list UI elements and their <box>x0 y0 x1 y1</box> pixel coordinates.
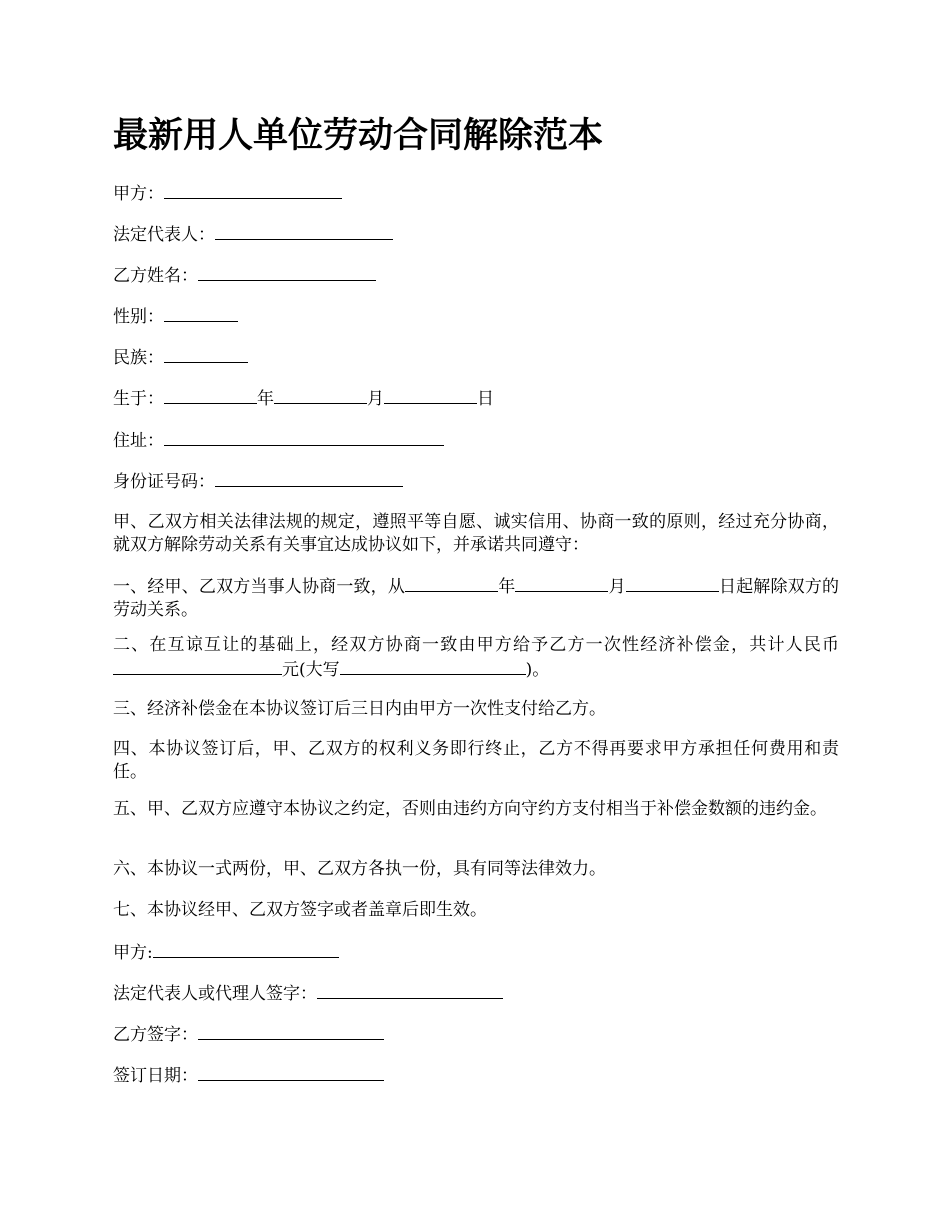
gender-label: 性别： <box>113 307 164 327</box>
gender-field <box>113 304 841 329</box>
clause-7-paragraph: 七、本协议经甲、乙双方签字或者盖章后即生效。 <box>113 900 487 920</box>
clause-5-paragraph: 五、甲、乙双方应遵守本协议之约定，否则由违约方向守约方支付相当于补偿金数额的违约金。 <box>113 799 827 819</box>
clause-6-paragraph: 六、本协议一式两份，甲、乙双方各执一份，具有同等法律效力。 <box>113 859 606 879</box>
address-field <box>113 428 841 453</box>
ethnicity-blank[interactable] <box>164 345 248 363</box>
sign-party-b-blank[interactable] <box>198 1022 384 1040</box>
clause-1-year-blank[interactable] <box>405 574 498 592</box>
day-label: 日 <box>477 389 494 409</box>
sign-legal-rep-blank[interactable] <box>317 981 503 999</box>
sign-date-label: 签订日期： <box>113 1066 198 1086</box>
sign-date-blank[interactable] <box>198 1063 384 1081</box>
party-a-label: 甲方： <box>113 184 164 204</box>
clause-3-paragraph: 三、经济补偿金在本协议签订后三日内由甲方一次性支付给乙方。 <box>113 699 606 719</box>
clause-1-suffix: 日起解除双方的劳动关系。 <box>113 577 840 620</box>
clause-1-day-blank[interactable] <box>626 574 719 592</box>
party-b-name-blank[interactable] <box>198 263 376 281</box>
id-number-field <box>113 469 841 494</box>
legal-rep-field <box>113 222 841 247</box>
clause-2-paragraph <box>113 634 839 682</box>
sign-party-b-label: 乙方签字： <box>113 1025 198 1045</box>
sign-legal-rep-label: 法定代表人或代理人签字： <box>113 984 317 1004</box>
clause-2-prefix: 二、在互谅互让的基础上，经双方协商一致由甲方给予乙方一次性经济补偿金，共计人民币 <box>113 635 839 655</box>
clause-1-prefix: 一、经甲、乙双方当事人协商一致，从 <box>113 577 406 597</box>
clause-2-suffix: )。 <box>525 660 550 680</box>
id-number-label: 身份证号码： <box>113 472 215 492</box>
id-number-blank[interactable] <box>215 469 403 487</box>
sign-date-field <box>113 1063 841 1088</box>
birth-month-blank[interactable] <box>274 386 367 404</box>
year-label: 年 <box>257 389 274 409</box>
sign-party-b-field <box>113 1022 841 1047</box>
party-b-name-field <box>113 263 841 288</box>
clause-1-month-blank[interactable] <box>515 574 608 592</box>
sign-party-a-blank[interactable] <box>153 940 339 958</box>
month-label: 月 <box>367 389 384 409</box>
preamble-paragraph: 甲、乙双方相关法律法规的规定，遵照平等自愿、诚实信用、协商一致的原则，经过充分协商，就双方解除劳动关系有关事宜达成协议如下，并承诺共同遵守： <box>113 512 839 555</box>
legal-rep-blank[interactable] <box>215 222 393 240</box>
address-blank[interactable] <box>164 428 444 446</box>
birth-day-blank[interactable] <box>384 386 477 404</box>
clause-1-month-label: 月 <box>608 577 626 597</box>
address-label: 住址： <box>113 431 164 451</box>
sign-party-a-label: 甲方: <box>113 943 153 963</box>
birth-date-field <box>113 386 841 411</box>
ethnicity-field <box>113 345 841 370</box>
legal-rep-label: 法定代表人： <box>113 225 215 245</box>
party-a-field <box>113 181 841 206</box>
clause-1-paragraph <box>113 574 839 622</box>
sign-legal-rep-field <box>113 981 841 1006</box>
clause-2-amount-blank[interactable] <box>113 657 282 675</box>
clause-1-year-label: 年 <box>498 577 516 597</box>
birth-year-blank[interactable] <box>164 386 257 404</box>
born-label: 生于： <box>113 389 164 409</box>
sign-party-a-field <box>113 940 841 965</box>
party-a-blank[interactable] <box>164 181 342 199</box>
ethnicity-label: 民族： <box>113 348 164 368</box>
clause-2-middle: 元(大写 <box>282 660 340 680</box>
document-title: 最新用人单位劳动合同解除范本 <box>113 116 604 156</box>
gender-blank[interactable] <box>164 304 238 322</box>
clause-4-paragraph: 四、本协议签订后，甲、乙双方的权利义务即行终止，乙方不得再要求甲方承担任何费用和责任。 <box>113 739 839 782</box>
clause-2-amount-words-blank[interactable] <box>340 657 526 675</box>
party-b-name-label: 乙方姓名： <box>113 266 198 286</box>
